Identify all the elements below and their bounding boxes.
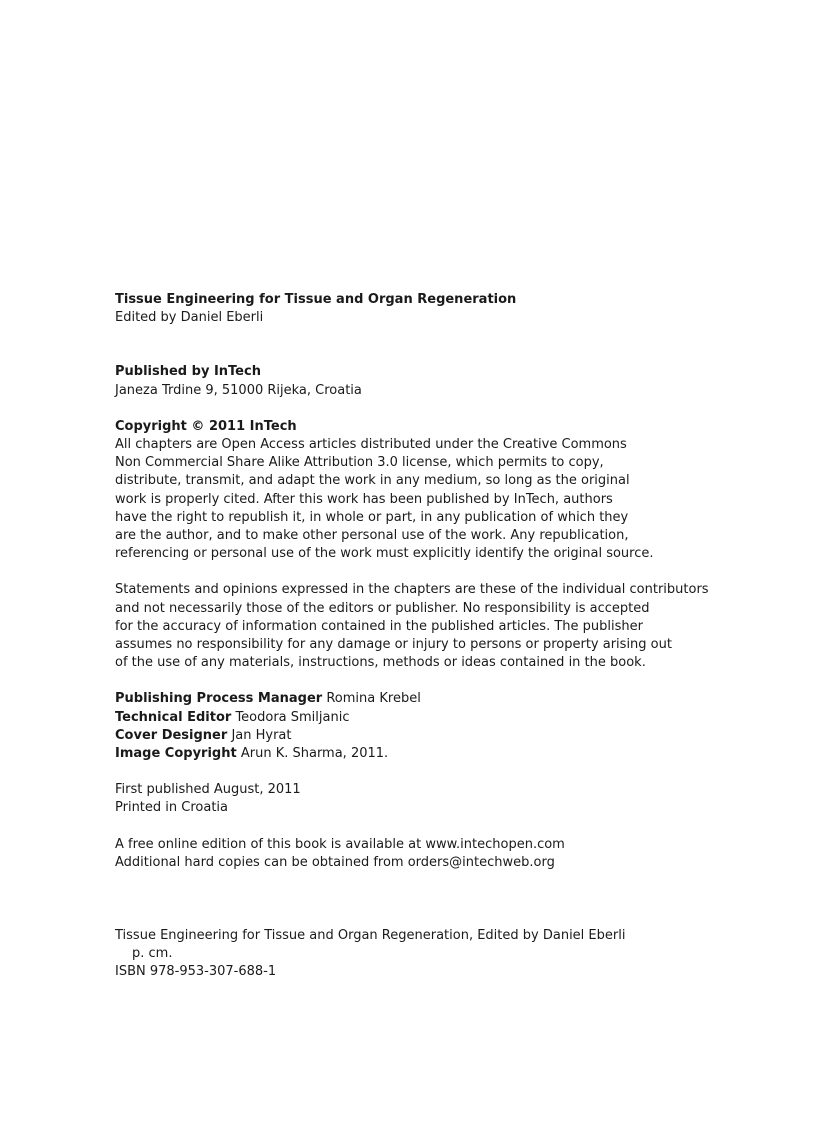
credit-name: Jan Hyrat [231, 727, 292, 743]
copyright-line: All chapters are Open Access articles distributed under the Creative Commons [115, 437, 627, 453]
publication-info [115, 781, 755, 817]
credit-name: Teodora Smiljanic [235, 709, 350, 725]
book-info [115, 291, 755, 327]
publisher-address: Janeza Trdine 9, 51000 Rijeka, Croatia [115, 382, 362, 398]
copyright-line: are the author, and to make other personal use of the work. Any republication, [115, 528, 629, 544]
disclaimer-line: of the use of any materials, instructions, methods or ideas contained in the book. [115, 655, 646, 671]
copyright-line: distribute, transmit, and adapt the work in any medium, so long as the original [115, 473, 630, 489]
cip-data [115, 927, 755, 982]
cip-pages: p. cm. [132, 946, 173, 962]
credit-role: Cover Designer [115, 727, 228, 743]
book-editor: Edited by Daniel Eberli [115, 310, 264, 326]
disclaimer-line: Statements and opinions expressed in the chapters are these of the individual contributors [115, 582, 709, 598]
credit-row [115, 727, 755, 745]
credit-role: Publishing Process Manager [115, 691, 323, 707]
disclaimer-line: and not necessarily those of the editors or publisher. No responsibility is accepted [115, 600, 650, 616]
online-edition: A free online edition of this book is available at www.intechopen.com [115, 836, 565, 852]
book-title: Tissue Engineering for Tissue and Organ Regeneration [115, 292, 517, 307]
disclaimer-line: assumes no responsibility for any damage or injury to persons or property arising out [115, 637, 672, 653]
credit-role: Image Copyright [115, 746, 237, 762]
cip-title: Tissue Engineering for Tissue and Organ Regeneration, Edited by Daniel Eberli [115, 928, 626, 944]
credit-name: Arun K. Sharma, 2011. [240, 746, 389, 762]
copyright-line: work is properly cited. After this work has been published by InTech, authors [115, 491, 613, 507]
first-published: First published August, 2011 [115, 782, 301, 798]
copyright-line: Non Commercial Share Alike Attribution 3.0 license, which permits to copy, [115, 455, 604, 471]
disclaimer-line: for the accuracy of information contained in the published articles. The publisher [115, 618, 643, 634]
isbn: ISBN 978-953-307-688-1 [115, 964, 277, 980]
copyright-page [115, 291, 755, 982]
publisher-heading: Published by InTech [115, 364, 261, 380]
credits [115, 690, 755, 763]
credit-row [115, 709, 755, 727]
printed-in: Printed in Croatia [115, 800, 229, 816]
credit-row [115, 690, 755, 708]
availability-info [115, 836, 755, 872]
publisher-info [115, 363, 755, 399]
copyright-heading: Copyright © 2011 InTech [115, 418, 297, 434]
credit-row [115, 745, 755, 763]
copyright-line: referencing or personal use of the work must explicitly identify the original source. [115, 546, 654, 562]
credit-name: Romina Krebel [326, 691, 421, 707]
copyright-notice [115, 418, 755, 564]
credit-role: Technical Editor [115, 709, 232, 725]
disclaimer [115, 581, 755, 672]
copyright-line: have the right to republish it, in whole or part, in any publication of which they [115, 509, 629, 525]
hard-copies: Additional hard copies can be obtained from orders@intechweb.org [115, 854, 555, 870]
